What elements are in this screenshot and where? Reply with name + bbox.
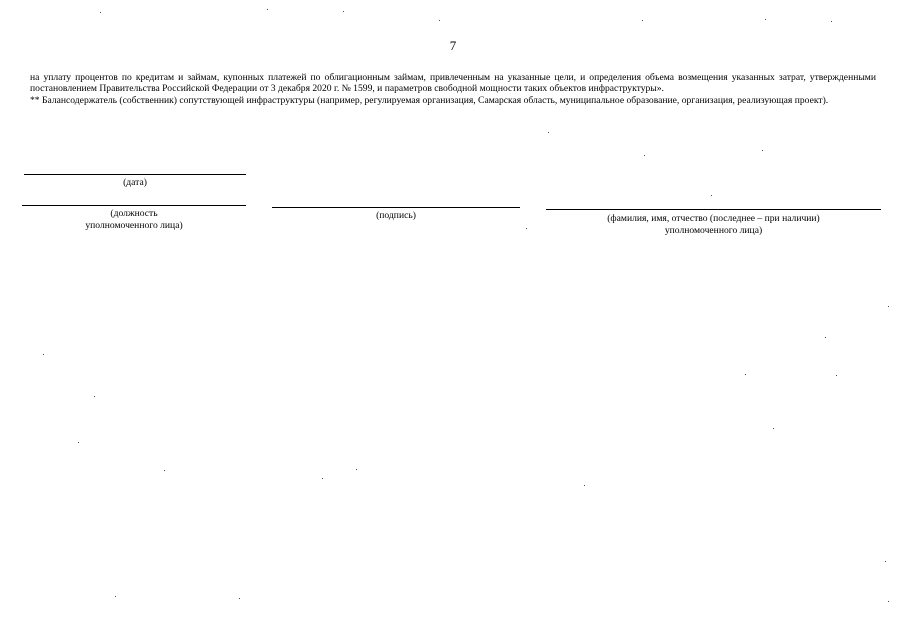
scan-speck — [100, 12, 101, 13]
paragraph-continuation: на уплату процентов по кредитам и займам, купонных платежей по облигационным займам, привлеченным на указанные цели, и определения объема возмещения указанных затрат, утвержденными постановлением Правительства Российской Федерации от 3 декабря 2020 г. № 1599, и параметров свободной мощности таких объектов инфраструктуры». — [30, 72, 876, 95]
scan-speck — [78, 442, 79, 443]
scan-speck — [267, 9, 268, 10]
scan-speck — [43, 354, 44, 355]
scan-speck — [762, 150, 763, 151]
scan-speck — [644, 155, 645, 156]
scan-speck — [115, 596, 116, 597]
scan-speck — [322, 478, 323, 479]
scan-speck — [343, 11, 344, 12]
scan-speck — [825, 337, 826, 338]
scan-speck — [164, 470, 165, 471]
scan-speck — [745, 374, 746, 375]
signature-caption: (подпись) — [376, 210, 416, 221]
full-name-caption-line-2: уполномоченного лица) — [664, 224, 763, 236]
full-name-caption — [546, 213, 881, 236]
scan-speck — [526, 228, 527, 229]
date-caption: (дата) — [123, 177, 147, 188]
scan-speck — [888, 601, 889, 602]
date-line — [24, 174, 246, 175]
position-caption — [22, 208, 246, 231]
scan-speck — [642, 20, 643, 21]
full-name-line — [546, 209, 881, 210]
signature-line — [272, 207, 520, 208]
scan-speck — [888, 306, 889, 307]
scan-speck — [239, 598, 240, 599]
scan-speck — [584, 485, 585, 486]
scan-speck — [439, 20, 440, 21]
full-name-caption-line-1: (фамилия, имя, отчество (последнее – при наличии) — [607, 213, 820, 224]
scan-speck — [831, 21, 832, 22]
scan-speck — [548, 132, 549, 133]
scan-speck — [885, 561, 886, 562]
scan-speck — [711, 195, 712, 196]
page-number: 7 — [449, 38, 457, 53]
scan-speck — [356, 469, 357, 470]
body-text — [30, 72, 876, 106]
scan-speck — [773, 428, 774, 429]
position-line — [22, 205, 246, 206]
position-caption-line-2: уполномоченного лица) — [85, 219, 183, 231]
position-caption-line-1: (должность — [110, 208, 158, 219]
scan-speck — [94, 396, 95, 397]
scan-speck — [836, 375, 837, 376]
footnote-paragraph: ** Балансодержатель (собственник) сопутствующей инфраструктуры (например, регулируемая организация, Самарская область, муниципальное образование, организация, реализующая проект). — [30, 94, 829, 106]
scan-speck — [765, 19, 766, 20]
